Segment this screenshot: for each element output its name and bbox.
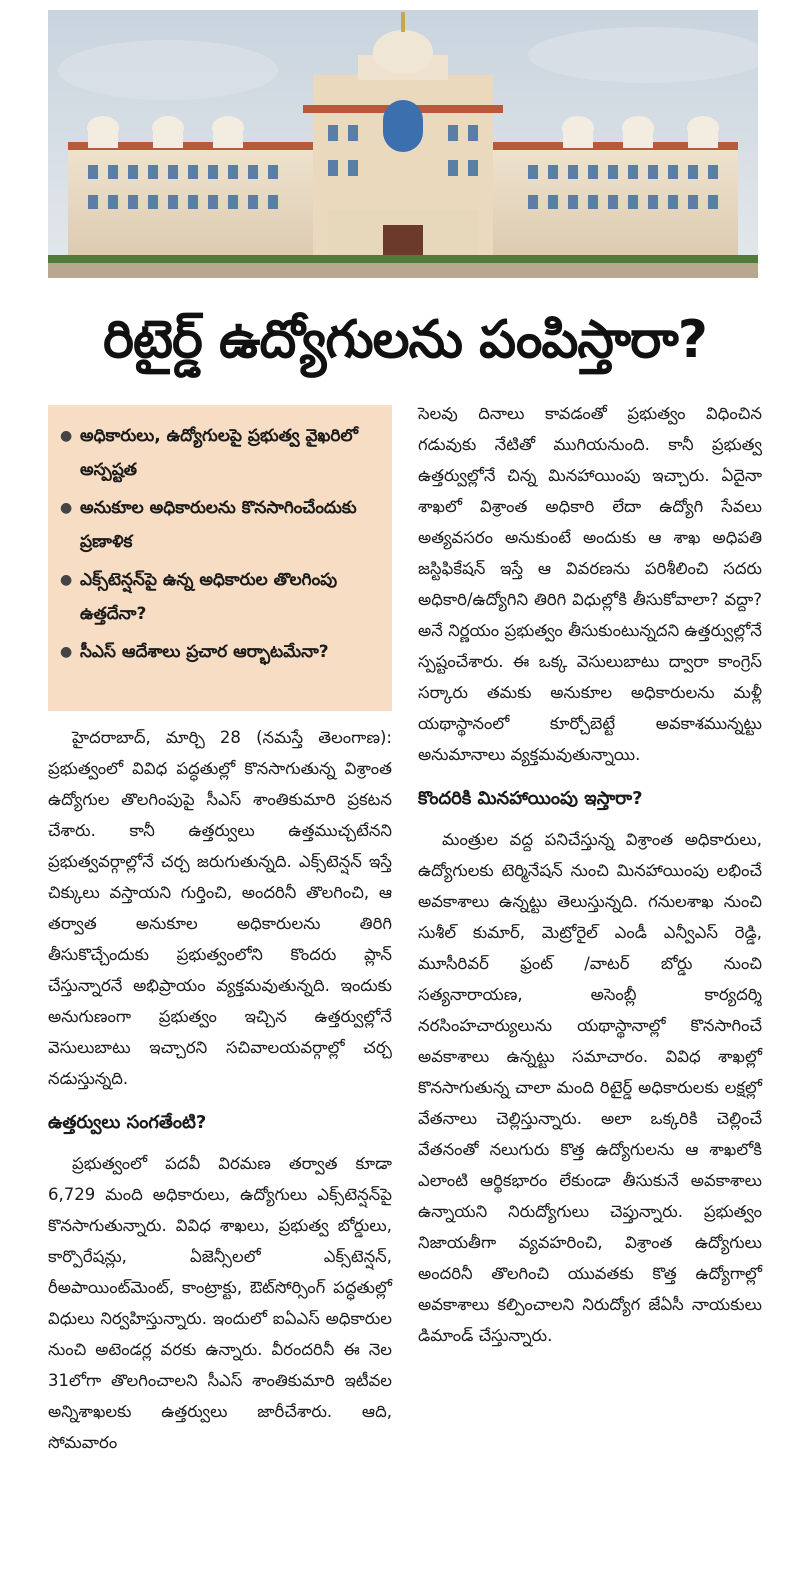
secretariat-building-photo: [48, 10, 758, 278]
bullet-icon: ●: [60, 500, 73, 516]
bullet-icon: ●: [60, 572, 73, 588]
bullet-icon: ●: [60, 428, 73, 444]
highlight-text: ఎక్స్‌టెన్షన్‌పై ఉన్న అధికారుల తొలగింపు ఉత్తదేనా?: [80, 570, 338, 624]
headline: రిటైర్డ్ ఉద్యోగులను పంపిస్తారా?: [103, 310, 707, 370]
article-paragraph: మంత్రుల వద్ద పనిచేస్తున్న విశ్రాంత అధికారులు, ఉద్యోగులకు టెర్మినేషన్ నుంచి మినహాయింపు లభించే అవకాశాలు ఉన్నట్టు తెలుస్తున్నది. గనులశాఖ నుంచి సుశీల్ కుమార్, మెట్రోరైల్ ఎండీ ఎన్వీఎస్ రెడ్డి, మూసీరివర్ ఫ్రంట్ /వాటర్ బోర్డు నుంచి సత్యనారాయణ, అసెంబ్లీ కార్యదర్శి నరసింహచార్యులును యథాస్థానాల్లో కొనసాగించే అవకాశాలు ఉన్నట్టు సమాచారం. వివిధ శాఖల్లో కొనసాగుతున్న చాలా మంది రిటైర్డ్ అధికారులకు లక్షల్లో వేతనాలు చెల్లిస్తున్నారు. అలా ఒక్కరికి చెల్లించే వేతనంతో నలుగురు కొత్త ఉద్యోగులను ఆ శాఖలోకి ఎలాంటి ఆర్థికభారం లేకుండా తీసుకునే అవకాశాలు ఉన్నాయని నిరుద్యోగులు చెప్తున్నారు. ప్రభుత్వం నిజాయతీగా వ్యవహరించి, విశ్రాంత ఉద్యోగులు అందరినీ తొలగించి యువతకు కొత్త ఉద్యోగాల్లో అవకాశాలు కల్పించాలని నిరుద్యోగ జేఏసీ నాయకులు డిమాండ్ చేస్తున్నారు.: [418, 830, 762, 1345]
highlight-item: [60, 563, 382, 631]
highlights-box: [48, 405, 392, 711]
highlight-text: అధికారులు, ఉద్యోగులపై ప్రభుత్వ వైఖరిలో అస్పష్టత: [80, 426, 358, 480]
section-subhead: కొందరికి మినహాయింపు ఇస్తారా?: [418, 788, 643, 809]
highlight-text: సీఎస్ ఆదేశాలు ప్రచార ఆర్భాటమేనా?: [80, 642, 329, 662]
left-column: [48, 722, 392, 1458]
highlight-item: [60, 491, 382, 559]
right-column: [418, 398, 762, 1351]
highlight-text: అనుకూల అధికారులను కొనసాగించేందుకు ప్రణాళిక: [80, 498, 357, 552]
article-paragraph: హైదరాబాద్, మార్చి 28 (నమస్తే తెలంగాణ): ప్రభుత్వంలో వివిధ పద్ధతుల్లో కొనసాగుతున్న విశ్రాంత ఉద్యోగుల తొలగింపుపై సీఎస్ శాంతికుమారి ప్రకటన చేశారు. కానీ ఉత్తర్వులు ఉత్తముచ్చటేనని ప్రభుత్వవర్గాల్లోనే చర్చ జరుగుతున్నది. ఎక్స్‌టెన్షన్ ఇస్తే చిక్కులు వస్తాయని గుర్తించి, అందరినీ తొలగించి, ఆ తర్వాత అనుకూల అధికారులను తిరిగి తీసుకొచ్చేందుకు ప్రభుత్వంలోని కొందరు ప్లాన్ చేస్తున్నారనే అభిప్రాయం వ్యక్తమవుతున్నది. ఇందుకు అనుగుణంగా ప్రభుత్వం ఇచ్చిన ఉత్తర్వుల్లోనే వెసులుబాటు ఇచ్చారని సచివాలయవర్గాల్లో చర్చ నడుస్తున్నది.: [48, 728, 392, 1088]
article-paragraph: సెలవు దినాలు కావడంతో ప్రభుత్వం విధించిన గడువుకు నేటితో ముగియనుంది. కానీ ప్రభుత్వ ఉత్తర్వుల్లోనే చిన్న మినహాయింపు ఇచ్చారు. ఏదైనా శాఖలో విశ్రాంత అధికారి లేదా ఉద్యోగి సేవలు అత్యవసరం అనుకుంటే అందుకు ఆ శాఖ అధిపతి జస్టిఫికేషన్ ఇస్తే ఆ వివరణను పరిశీలించి సదరు అధికారి/ఉద్యోగిని తిరిగి విధుల్లోకి తీసుకోవాలా? వద్దా? అనే నిర్ణయం ప్రభుత్వం తీసుకుంటున్నదని ఉత్తర్వుల్లోనే స్పష్టంచేశారు. ఈ ఒక్క వెసులుబాటు ద్వారా కాంగ్రెస్ సర్కారు తమకు అనుకూల అధికారులను మళ్లీ యథాస్థానంలో కూర్చోబెట్టే అవకాశమున్నట్టు అనుమానాలు వ్యక్తమవుతున్నాయి.: [418, 404, 762, 764]
bullet-icon: ●: [60, 644, 73, 660]
article-paragraph: ప్రభుత్వంలో పదవీ విరమణ తర్వాత కూడా 6,729 మంది అధికారులు, ఉద్యోగులు ఎక్స్‌టెన్షన్‌పై కొనసాగుతున్నారు. వివిధ శాఖలు, ప్రభుత్వ బోర్డులు, కార్పొరేషన్లు, ఏజెన్సీలలో ఎక్స్‌టెన్షన్, రీఅపాయింట్‌మెంట్, కాంట్రాక్టు, ఔట్‌సోర్సింగ్ పద్ధతుల్లో విధులు నిర్వహిస్తున్నారు. ఇందులో ఐఏఎస్ అధికారుల నుంచి అటెండర్ల వరకు ఉన్నారు. వీరందరినీ ఈ నెల 31లోగా తొలగించాలని సీఎస్ శాంతికుమారి ఇటీవల అన్నిశాఖలకు ఉత్తర్వులు జారీచేశారు. ఆది, సోమవారం: [48, 1154, 392, 1452]
highlight-item: [60, 419, 382, 487]
section-subhead: ఉత్తర్వులు సంగతేంటి?: [48, 1112, 207, 1133]
highlight-item: [60, 635, 382, 669]
